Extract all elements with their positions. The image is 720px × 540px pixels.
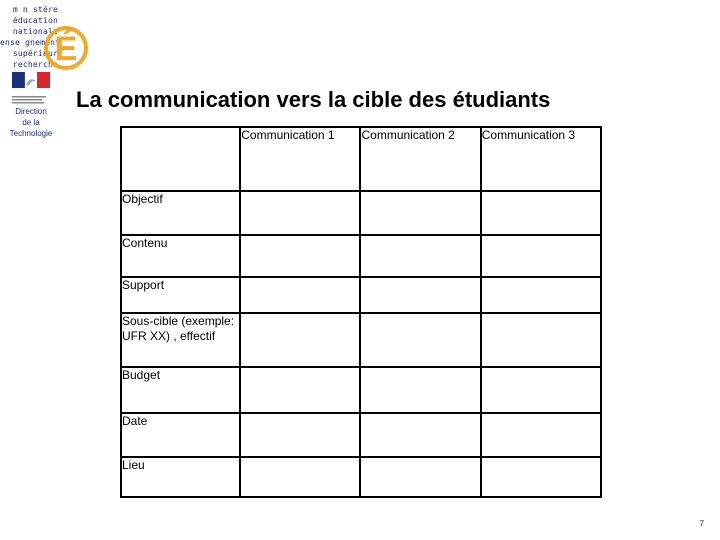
row-label: Budget bbox=[121, 367, 240, 413]
marianne-flag-icon bbox=[12, 72, 50, 92]
header-corner-cell bbox=[121, 127, 240, 191]
table-row bbox=[121, 457, 601, 497]
table-row bbox=[121, 367, 601, 413]
table-cell[interactable] bbox=[240, 277, 360, 313]
direction-line: de la bbox=[22, 118, 40, 127]
ministry-line: supérieur bbox=[12, 49, 58, 58]
ministry-line: nationale bbox=[12, 27, 58, 36]
column-header: Communication 3 bbox=[481, 127, 601, 191]
e-badge-letter: É bbox=[54, 30, 78, 68]
ministry-line: éducation bbox=[12, 16, 58, 25]
table-cell[interactable] bbox=[240, 413, 360, 457]
table-cell[interactable] bbox=[481, 367, 601, 413]
table-cell[interactable] bbox=[481, 313, 601, 367]
table-cell[interactable] bbox=[240, 313, 360, 367]
table-cell[interactable] bbox=[481, 413, 601, 457]
direction-line: Direction bbox=[15, 107, 47, 116]
row-label: Date bbox=[121, 413, 240, 457]
column-header: Communication 1 bbox=[240, 127, 360, 191]
table-cell[interactable] bbox=[360, 457, 480, 497]
table-cell[interactable] bbox=[240, 235, 360, 277]
table-cell[interactable] bbox=[360, 235, 480, 277]
row-label: Contenu bbox=[121, 235, 240, 277]
table-cell[interactable] bbox=[360, 413, 480, 457]
e-badge-icon bbox=[44, 10, 88, 72]
table-cell[interactable] bbox=[240, 367, 360, 413]
table-cell[interactable] bbox=[481, 191, 601, 235]
ministry-line: recherche bbox=[12, 60, 58, 69]
table-cell[interactable] bbox=[240, 191, 360, 235]
table-row bbox=[121, 277, 601, 313]
ministry-line: m n stère bbox=[12, 5, 58, 14]
ministry-line: ense gnement bbox=[0, 38, 61, 47]
page-number: 7 bbox=[699, 519, 704, 528]
table-cell[interactable] bbox=[360, 367, 480, 413]
row-label: Sous-cible (exemple: UFR XX) , effectif bbox=[121, 313, 240, 367]
table-cell[interactable] bbox=[240, 457, 360, 497]
direction-label bbox=[0, 106, 62, 139]
table-row bbox=[121, 413, 601, 457]
table-header-row bbox=[121, 127, 601, 191]
table-cell[interactable] bbox=[481, 235, 601, 277]
page-title: La communication vers la cible des étudiants bbox=[76, 87, 551, 112]
table-row bbox=[121, 235, 601, 277]
table-cell[interactable] bbox=[481, 277, 601, 313]
column-header: Communication 2 bbox=[360, 127, 480, 191]
communication-table bbox=[120, 126, 602, 498]
table-cell[interactable] bbox=[360, 313, 480, 367]
table-cell[interactable] bbox=[360, 277, 480, 313]
table-cell[interactable] bbox=[481, 457, 601, 497]
table-cell[interactable] bbox=[360, 191, 480, 235]
row-label: Lieu bbox=[121, 457, 240, 497]
row-label: Objectif bbox=[121, 191, 240, 235]
table-row bbox=[121, 313, 601, 367]
table-row bbox=[121, 191, 601, 235]
row-label: Support bbox=[121, 277, 240, 313]
direction-line: Technologie bbox=[9, 129, 53, 138]
